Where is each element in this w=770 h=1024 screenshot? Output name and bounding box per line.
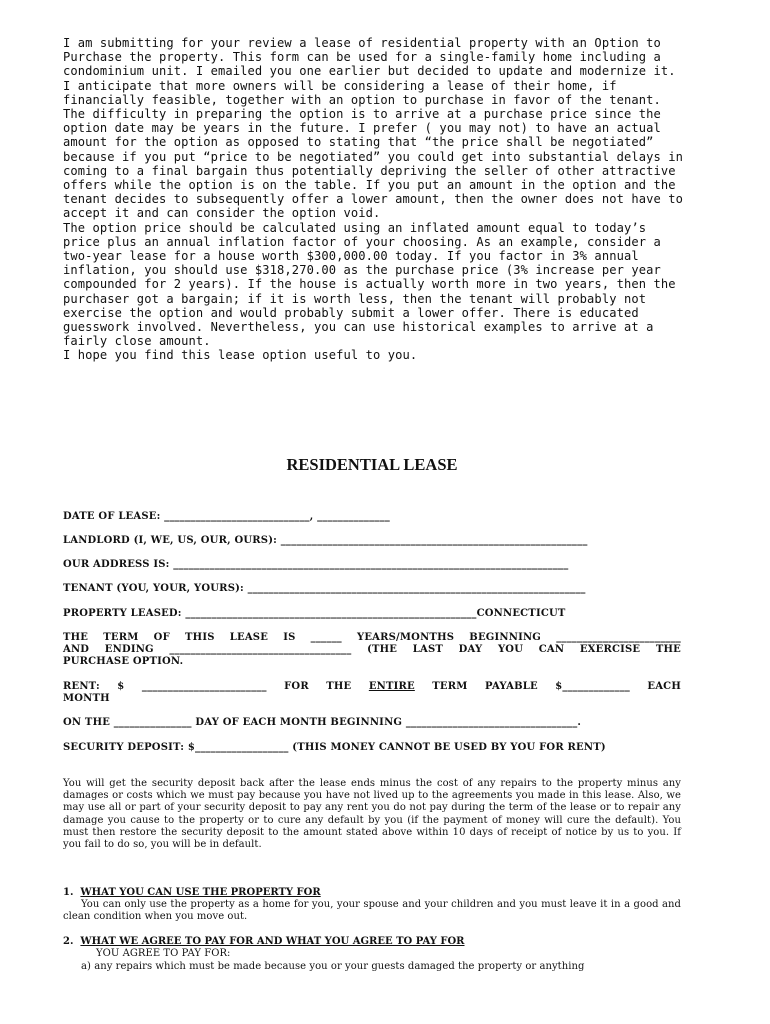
property-leased-field: PROPERTY LEASED: ________________________________________________________CONNECTICUT — [63, 608, 566, 619]
lease-term-line: AND ENDING ___________________________________ (THE LAST DAY YOU CAN EXERCISE THE — [63, 644, 681, 656]
our-address-field: OUR ADDRESS IS: ____________________________________________________________________________ — [63, 559, 569, 570]
rent-field — [63, 681, 681, 705]
deposit-paragraph: You will get the security deposit back after the lease ends minus the cost of any repairs to the property minus any damages or costs which we must pay because you have not lived up to the agreements you made in this lease. Also, we may use all or part of your security deposit to pay any rent you do not pay during the term of the lease or to repair any damage you cause to the property or to cure any default by you (if the payment of money will cure the default). You must then restore the security deposit to the amount stated above within 10 days of receipt of notice by us to you. If you fail to do so, you will be in default. — [63, 778, 681, 851]
lease-title: RESIDENTIAL LEASE — [286, 455, 458, 474]
rent-line — [63, 681, 681, 693]
rent-text: RENT: $ ________________________ FOR THE — [63, 681, 369, 692]
rent-text: TERM PAYABLE $_____________ EACH — [414, 681, 681, 692]
rent-entire-text: ENTIRE — [368, 681, 415, 692]
intro-paragraph: I anticipate that more owners will be considering a lease of their home, if financially feasible, together with an option to purchase in favor of the tenant. The difficulty in preparing the option is to arrive at a purchase price since the option date may be years in the future. I prefer ( you may not) to have an actual amount for the option as opposed to stating that “the price shall be negotiated” because if you put “price to be negotiated” you could get into substantial delays in coming to a final bargain thus potentially depriving the seller of other attractive offers while the option is on the table. If you put an amount in the option and the tenant decides to subsequently offer a lower amount, then the owner does not have to accept it and can consider the option void. — [63, 78, 684, 221]
landlord-field: LANDLORD (I, WE, US, OUR, OURS): ___________________________________________________________ — [63, 535, 588, 546]
intro-letter — [63, 36, 685, 363]
section-2-item-a: a) any repairs which must be made because you or your guests damaged the property or anything — [81, 961, 585, 972]
section-2-heading — [63, 936, 681, 948]
section-number: 1. — [63, 887, 74, 898]
section-1-text: You can only use the property as a home for you, your spouse and your children and you must leave it in a good and clean condition when you move out. — [63, 899, 681, 923]
lease-term-line: THE TERM OF THIS LEASE IS ______ YEARS/MONTHS BEGINNING ________________________ — [63, 632, 681, 643]
section-title: WHAT YOU CAN USE THE PROPERTY FOR — [80, 887, 321, 898]
intro-paragraph: I am submitting for your review a lease of residential property with an Option to Purchase the property. This form can be used for a single-family home including a condominium unit. I emailed you one earlier but decided to update and modernize it. — [63, 36, 676, 79]
section-number: 2. — [63, 936, 74, 947]
intro-paragraph: I hope you find this lease option useful to you. — [63, 348, 418, 363]
lease-term-field — [63, 632, 681, 669]
tenant-field: TENANT (YOU, YOUR, YOURS): _________________________________________________________________ — [63, 583, 586, 594]
security-deposit-field: SECURITY DEPOSIT: $__________________ (THIS MONEY CANNOT BE USED BY YOU FOR RENT) — [63, 742, 606, 753]
rent-line: MONTH — [63, 693, 110, 705]
section-1-heading — [63, 887, 681, 899]
intro-paragraph: The option price should be calculated using an inflated amount equal to today’s price plus an annual inflation factor of your choosing. As an example, consider a two-year lease for a house worth $300,000.00 today. If you factor in 3% annual inflation, you should use $318,270.00 as the purchase price (3% increase per year compounded for 2 years). If the house is actually worth more in two years, then the purchaser got a bargain; if it is worth less, then the tenant will probably not exercise the option and would probably submit a lower offer. There is educated guesswork involved. Nevertheless, you can use historical examples to arrive at a fairly close amount. — [63, 220, 676, 349]
section-2-subheading: YOU AGREE TO PAY FOR: — [96, 948, 231, 959]
date-of-lease-field: DATE OF LEASE: ____________________________, ______________ — [63, 511, 390, 522]
payment-day-field: ON THE _______________ DAY OF EACH MONTH BEGINNING _________________________________. — [63, 717, 582, 728]
lease-term-line: PURCHASE OPTION. — [63, 656, 184, 668]
section-title: WHAT WE AGREE TO PAY FOR AND WHAT YOU AGREE TO PAY FOR — [80, 936, 465, 947]
